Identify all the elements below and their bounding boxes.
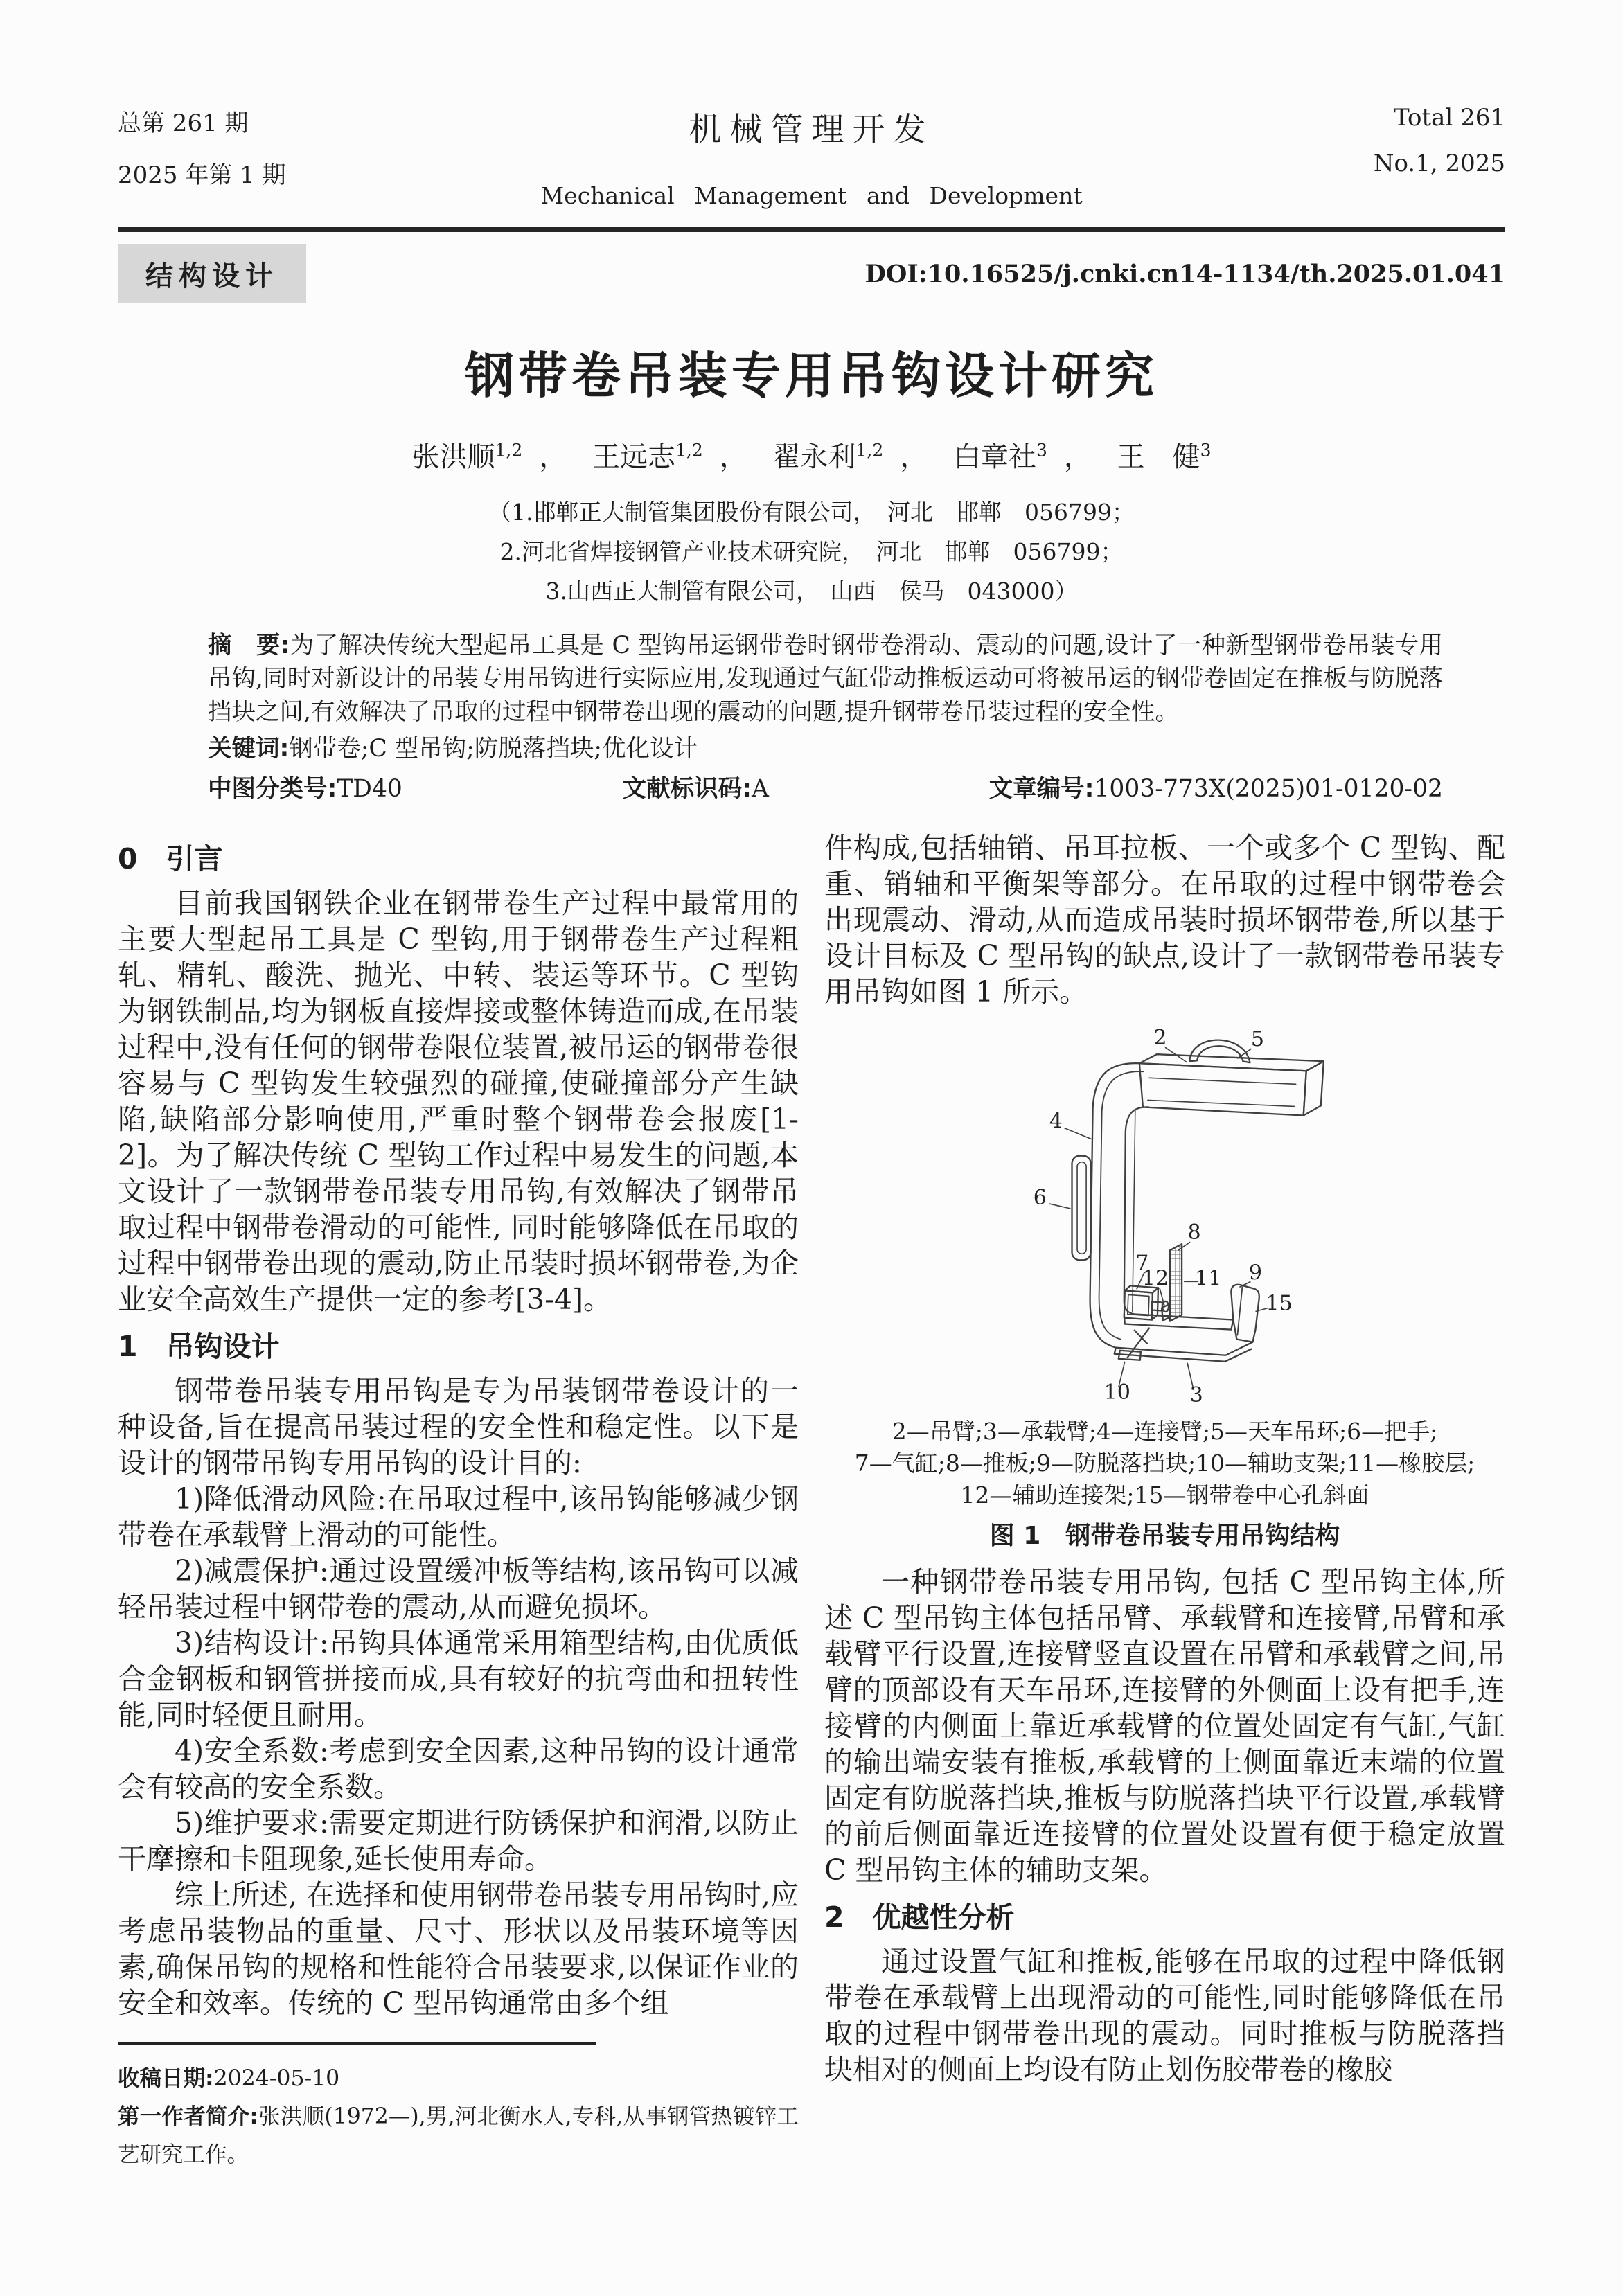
incline-face-line (1237, 1287, 1242, 1335)
doc-code-label: 文献标识码: (622, 775, 752, 803)
paragraph: 综上所述, 在选择和使用钢带卷吊装专用吊钩时,应考虑吊装物品的重量、尺寸、形状以及吊装环境等因素,确保吊钩的规格和性能符合吊装要求,以保证作业的安全和效率。传统的 C 型吊钩通常由多个组 (118, 1878, 799, 2020)
push-plate-hatched (1170, 1244, 1182, 1321)
journal-name-en: Mechanical Management and Development (540, 182, 1083, 209)
abstract-label: 摘 要: (208, 632, 290, 659)
left-column (118, 830, 799, 2174)
footnote-divider (118, 2042, 596, 2045)
author-separator: ， (539, 441, 567, 473)
author-name: 王远志 (592, 441, 675, 473)
legend-line-1: 2—吊臂;3—承载臂;4—连接臂;5—天车吊环;6—把手; (892, 1418, 1438, 1445)
top-arm-front-face (1139, 1063, 1306, 1115)
paragraph: 件构成,包括轴销、吊耳拉板、一个或多个 C 型钩、配重、销轴和平衡架等部分。在吊取的过程中钢带卷会出现震动、滑动,从而造成吊装时损坏钢带卷,所以基于设计目标及 C 型吊钩的缺点,设计了一款钢带卷吊装专用吊钩如图 1 所示。 (824, 831, 1505, 1008)
abstract-text: 为了解决传统大型起吊工具是 C 型钩吊运钢带卷时钢带卷滑动、震动的问题,设计了一种新型钢带卷吊装专用吊钩,同时对新设计的吊装专用吊钩进行实际应用,发现通过气缸带动推板运动可将被吊运的钢带卷固定在推板与防脱落挡块之间,有效解决了吊取的过程中钢带卷出现的震动的问题,提升钢带卷吊装过程的安全性。 (208, 632, 1443, 726)
article-id-value: 1003-773X(2025)01-0120-02 (1094, 775, 1443, 803)
section-heading-0: 0 引言 (118, 842, 223, 875)
header-divider (118, 227, 1505, 232)
section-heading-2: 2 优越性分析 (824, 1901, 1015, 1934)
affiliation-2: 2.河北省焊接钢管产业技术研究院， 河北 邯郸 056799； (499, 538, 1124, 565)
figure-label-6: 6 (1033, 1185, 1047, 1210)
paragraph: 3)结构设计:吊钩具体通常采用箱型结构,由优质低合金钢板和钢管拼接而成,具有较好的抗弯曲和扭转性能,同时轻便且耐用。 (118, 1626, 799, 1732)
received-date-label: 收稿日期: (118, 2066, 214, 2091)
leader-4 (1064, 1128, 1091, 1139)
article-id-label: 文章编号: (988, 775, 1094, 803)
issue-total-en: Total 261 (1393, 104, 1505, 132)
author-affil-sup: 1,2 (495, 440, 523, 461)
article-title: 钢带卷吊装专用吊钩设计研究 (464, 347, 1158, 404)
author-bio-line (118, 2098, 799, 2174)
abstract-block (208, 629, 1443, 729)
paragraph: 钢带卷吊装专用吊钩是专为吊装钢带卷设计的一种设备,旨在提高吊装过程的安全性和稳定性。以下是设计的钢带吊钩专用吊钩的设计目的: (118, 1374, 799, 1479)
affiliations (118, 492, 1505, 611)
header-issue-block (118, 104, 367, 190)
author-name: 白章社 (952, 441, 1036, 473)
clc-item (208, 772, 402, 806)
doi-text: DOI:10.16525/j.cnki.cn14-1134/th.2025.01.041 (864, 260, 1505, 288)
section-badge: 结构设计 (118, 244, 306, 303)
paragraph: 2)减震保护:通过设置缓冲板等结构,该吊钩可以减轻吊装过程中钢带卷的震动,从而避免损坏。 (118, 1554, 799, 1623)
doc-code-value: A (751, 775, 769, 803)
received-date-value: 2024-05-10 (213, 2066, 340, 2091)
author (772, 441, 883, 473)
affiliation-1: （1.邯郸正大制管集团股份有限公司， 河北 邯郸 056799； (488, 499, 1135, 526)
figure-label-2: 2 (1153, 1026, 1167, 1051)
badge-doi-row (118, 244, 1505, 303)
header-total-block (1256, 104, 1505, 177)
author (1117, 441, 1212, 473)
figure-label-5: 5 (1250, 1027, 1264, 1052)
figure-label-10: 10 (1103, 1380, 1130, 1405)
issue-total-zh: 总第 261 期 (118, 109, 249, 137)
figure-caption: 图 1 钢带卷吊装专用吊钩结构 (989, 1522, 1340, 1550)
paragraph: 5)维护要求:需要定期进行防锈保护和润滑,以防止干摩擦和卡阻现象,延长使用寿命。 (118, 1806, 799, 1876)
author-affil-sup: 3 (1200, 440, 1212, 461)
journal-header (118, 104, 1505, 209)
c-opening-depth-line (1132, 1109, 1135, 1311)
paragraph: 1)降低滑动风险:在吊取过程中,该吊钩能够减少钢带卷在承载臂上滑动的可能性。 (118, 1482, 799, 1551)
author-affil-sup: 3 (1036, 440, 1047, 461)
author-name: 张洪顺 (411, 441, 495, 473)
crane-ring-icon (1189, 1040, 1250, 1063)
journal-name-zh: 机械管理开发 (689, 111, 934, 149)
paragraph: 4)安全系数:考虑到安全因素,这种吊钩的设计通常会有较高的安全系数。 (118, 1734, 799, 1804)
figure-label-12: 12 (1142, 1266, 1169, 1291)
author-separator: ， (1063, 441, 1092, 473)
leader-6 (1049, 1204, 1070, 1209)
handle-outer (1072, 1156, 1090, 1261)
paragraph: 目前我国钢铁企业在钢带卷生产过程中最常用的主要大型起吊工具是 C 型钩,用于钢带卷生产过程粗轧、精轧、酸洗、抛光、中转、装运等环节。C 型钩为钢铁制品,均为钢板直接焊接或整体铸造而成,在吊装过程中,没有任何的钢带卷限位装置,被吊运的钢带卷很容易与 C 型钩发生较强烈的碰撞,使碰撞部分产生缺陷,缺陷部分影响使用,严重时整个钢带卷会报废[1-2]。为了解决传统 C 型钩工作过程中易发生的问题,本文设计了一款钢带卷吊装专用吊钩,有效解决了钢带吊取过程中钢带卷滑动的可能性, 同时能够降低在吊取的过程中钢带卷出现的震动,防止吊装时损坏钢带卷,为企业安全高效生产提供一定的参考[3-4]。 (118, 887, 799, 1316)
author-separator: ， (900, 441, 928, 473)
figure-label-3: 3 (1189, 1382, 1203, 1406)
top-arm-right-face (1303, 1061, 1323, 1115)
legend-line-3: 12—辅助连接架;15—钢带卷中心孔斜面 (960, 1481, 1369, 1509)
doc-code-item (623, 772, 769, 806)
figure-label-9: 9 (1248, 1261, 1262, 1285)
author-affil-sup: 1,2 (855, 440, 884, 461)
figure-label-4: 4 (1049, 1109, 1063, 1134)
top-arm-top-face (1139, 1054, 1323, 1071)
author-line (118, 435, 1505, 474)
figure-legend (824, 1416, 1505, 1511)
author-separator: ， (719, 441, 747, 473)
footnote-block (118, 2042, 799, 2174)
journal-name-block (367, 104, 1256, 209)
author-name: 翟永利 (772, 441, 856, 473)
issue-number-en: No.1, 2025 (1373, 150, 1505, 177)
top-arm-panel-line (1147, 1078, 1295, 1106)
right-column (824, 830, 1505, 2174)
anti-drop-block (1231, 1285, 1259, 1342)
connecting-arm-outer-edge (1090, 1063, 1139, 1348)
hook-structure-drawing (964, 1017, 1366, 1406)
figure-label-8: 8 (1187, 1220, 1201, 1245)
author-affil-sup: 1,2 (675, 440, 703, 461)
paragraph: 通过设置气缸和推板,能够在吊取的过程中降低钢带卷在承载臂上出现滑动的可能性,同时能够降低在吊取的过程中钢带卷出现的震动。同时推板与防脱落挡块相对的侧面上均设有防止划伤胶带卷的橡胶 (824, 1945, 1505, 2086)
article-id-item (989, 772, 1443, 806)
keywords-text: 钢带卷;C 型吊钩;防脱落挡块;优化设计 (289, 735, 698, 763)
author (953, 441, 1047, 473)
paragraph: 一种钢带卷吊装专用吊钩, 包括 C 型吊钩主体,所述 C 型吊钩主体包括吊臂、承载臂和连接臂,吊臂和承载臂平行设置,连接臂竖直设置在吊臂和承载臂之间,吊臂的顶部设有天车吊环,连接臂的外侧面上设有把手,连接臂的内侧面上靠近承载臂的位置处固定有气缸,气缸的输出端安装有推板,承载臂的上侧面靠近末端的位置固定有防脱落挡块,推板与防脱落挡块平行设置,承载臂的前后侧面靠近连接臂的位置处设置有便于稳定放置 C 型吊钩主体的辅助支架。 (824, 1565, 1505, 1887)
section-heading-1: 1 吊钩设计 (118, 1330, 280, 1363)
body-columns (118, 830, 1505, 2174)
handle-inner (1077, 1162, 1086, 1254)
figure-label-15: 15 (1265, 1291, 1293, 1316)
author-bio-value: 张洪顺(1972—),男,河北衡水人,专科,从事钢管热镀锌工艺研究工作。 (118, 2104, 799, 2167)
clc-value: TD40 (337, 775, 402, 803)
issue-number-zh: 2025 年第 1 期 (118, 161, 286, 189)
author-bio-label: 第一作者简介: (118, 2104, 258, 2129)
classification-row (208, 772, 1443, 806)
affiliation-3: 3.山西正大制管有限公司， 山西 侯马 043000） (545, 578, 1078, 605)
received-date-line (118, 2060, 799, 2098)
figure-label-7: 7 (1135, 1251, 1148, 1276)
legend-line-2: 7—气缸;8—推板;9—防脱落挡块;10—辅助支架;11—橡胶层; (854, 1450, 1475, 1477)
figure-label-11: 11 (1194, 1266, 1221, 1291)
author (412, 441, 523, 473)
author-name: 王 健 (1117, 441, 1200, 473)
keywords-block (208, 731, 1443, 766)
connecting-arm-outer-edge2 (1099, 1071, 1143, 1340)
clc-label: 中图分类号: (208, 775, 337, 803)
figure-1 (824, 1017, 1505, 1414)
keywords-label: 关键词: (208, 735, 290, 763)
author (592, 441, 703, 473)
